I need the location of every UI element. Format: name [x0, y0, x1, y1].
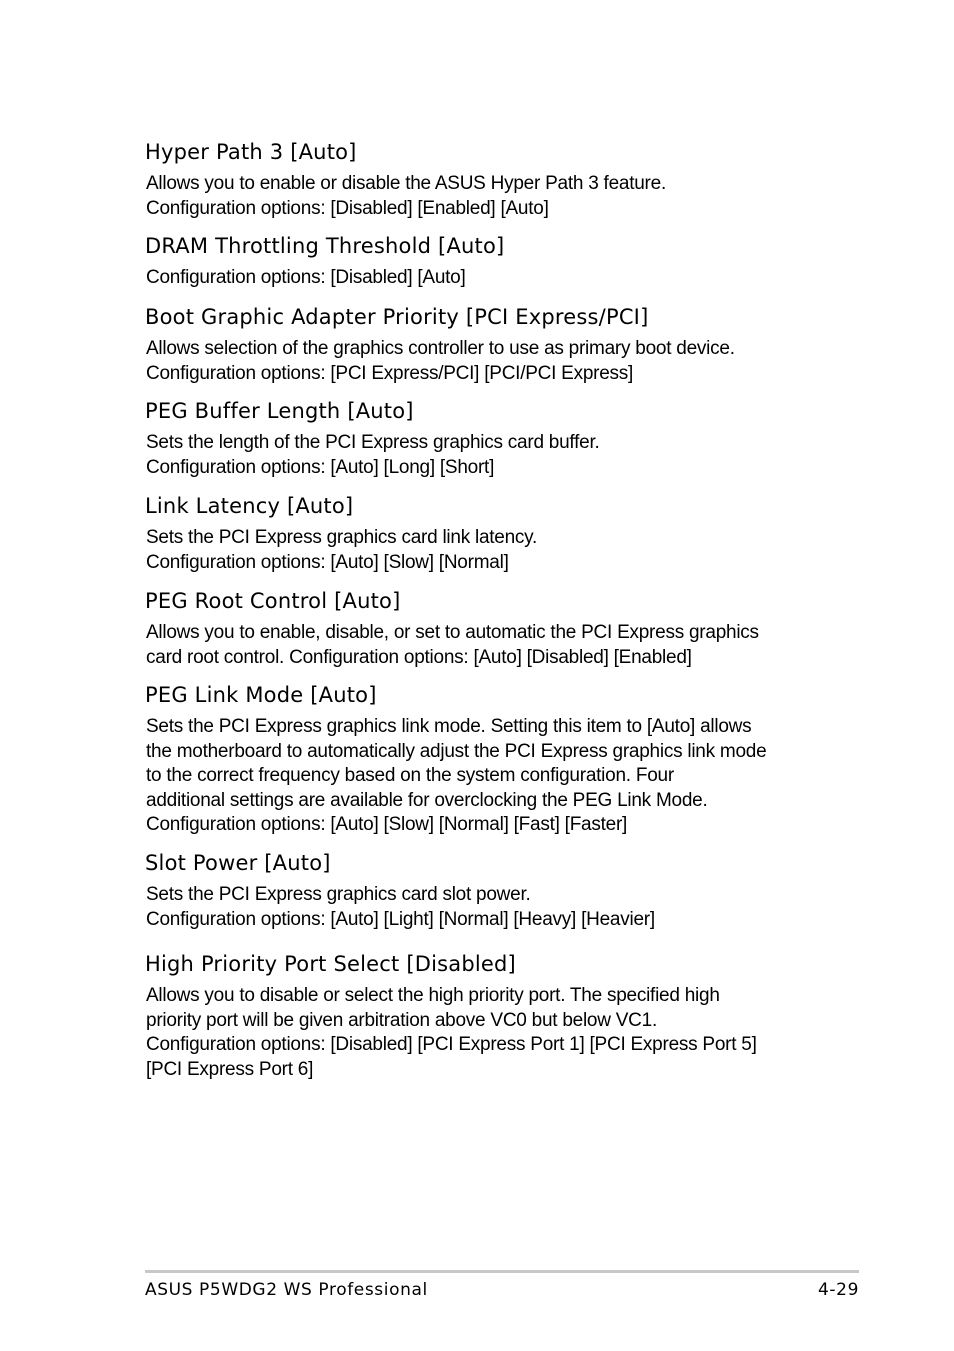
footer-product-name: ASUS P5WDG2 WS Professional [145, 1280, 428, 1300]
section-title-dram-throttling-threshold: DRAM Throttling Threshold [Auto] [145, 234, 505, 258]
description-line: Sets the length of the PCI Express graphics card buffer. [146, 432, 600, 453]
description-line: Sets the PCI Express graphics card slot power. [146, 884, 531, 905]
config-options-line: Configuration options: [Auto] [Slow] [Normal] [Fast] [Faster] [146, 814, 628, 835]
config-options-line: [PCI Express Port 6] [146, 1058, 314, 1080]
section-title-boot-graphic-adapter-priority: Boot Graphic Adapter Priority [PCI Express/PCI] [145, 305, 649, 329]
description-line: Allows you to enable, disable, or set to automatic the PCI Express graphics [146, 622, 759, 643]
description-line: card root control. Configuration options: [Auto] [Disabled] [Enabled] [146, 646, 692, 668]
section-title-link-latency: Link Latency [Auto] [145, 494, 354, 518]
section-title-high-priority-port-select: High Priority Port Select [Disabled] [145, 952, 516, 976]
section-body-boot-graphic-adapter-priority [146, 337, 826, 386]
section-title-peg-root-control: PEG Root Control [Auto] [145, 589, 401, 613]
section-body-high-priority-port-select [146, 984, 826, 1082]
section-title-slot-power: Slot Power [Auto] [145, 851, 331, 875]
description-line: Allows you to enable or disable the ASUS Hyper Path 3 feature. [146, 173, 666, 194]
config-options-line: Configuration options: [Auto] [Slow] [Normal] [146, 551, 509, 573]
footer-divider [145, 1270, 859, 1273]
section-body-slot-power [146, 883, 826, 932]
config-options-line: Configuration options: [Disabled] [Auto] [146, 267, 466, 288]
description-line: additional settings are available for overclocking the PEG Link Mode. [146, 789, 708, 811]
section-body-link-latency [146, 526, 826, 575]
description-line: priority port will be given arbitration above VC0 but below VC1. [146, 1009, 657, 1031]
description-line: to the correct frequency based on the system configuration. Four [146, 765, 674, 786]
section-body-peg-link-mode [146, 715, 826, 838]
description-line: Allows you to disable or select the high priority port. The specified high [146, 985, 720, 1006]
config-options-line: Configuration options: [Auto] [Long] [Short] [146, 456, 495, 478]
config-options-line: Configuration options: [Disabled] [Enabled] [Auto] [146, 197, 549, 219]
description-line: the motherboard to automatically adjust the PCI Express graphics link mode [146, 740, 767, 762]
config-options-line: Configuration options: [Disabled] [PCI Express Port 1] [PCI Express Port 5] [146, 1034, 757, 1055]
config-options-line: Configuration options: [Auto] [Light] [Normal] [Heavy] [Heavier] [146, 908, 655, 930]
section-body-peg-root-control [146, 621, 826, 670]
section-title-peg-link-mode: PEG Link Mode [Auto] [145, 683, 377, 707]
section-body-peg-buffer-length [146, 431, 826, 480]
section-title-hyper-path-3: Hyper Path 3 [Auto] [145, 140, 357, 164]
section-body-hyper-path-3 [146, 172, 826, 221]
section-title-peg-buffer-length: PEG Buffer Length [Auto] [145, 399, 414, 423]
description-line: Sets the PCI Express graphics link mode. Setting this item to [Auto] allows [146, 716, 752, 737]
config-options-line: Configuration options: [PCI Express/PCI] [PCI/PCI Express] [146, 362, 634, 384]
description-line: Sets the PCI Express graphics card link latency. [146, 527, 538, 548]
section-body-dram-throttling-threshold [146, 266, 826, 291]
description-line: Allows selection of the graphics controller to use as primary boot device. [146, 338, 735, 359]
footer-page-number: 4-29 [818, 1280, 859, 1300]
